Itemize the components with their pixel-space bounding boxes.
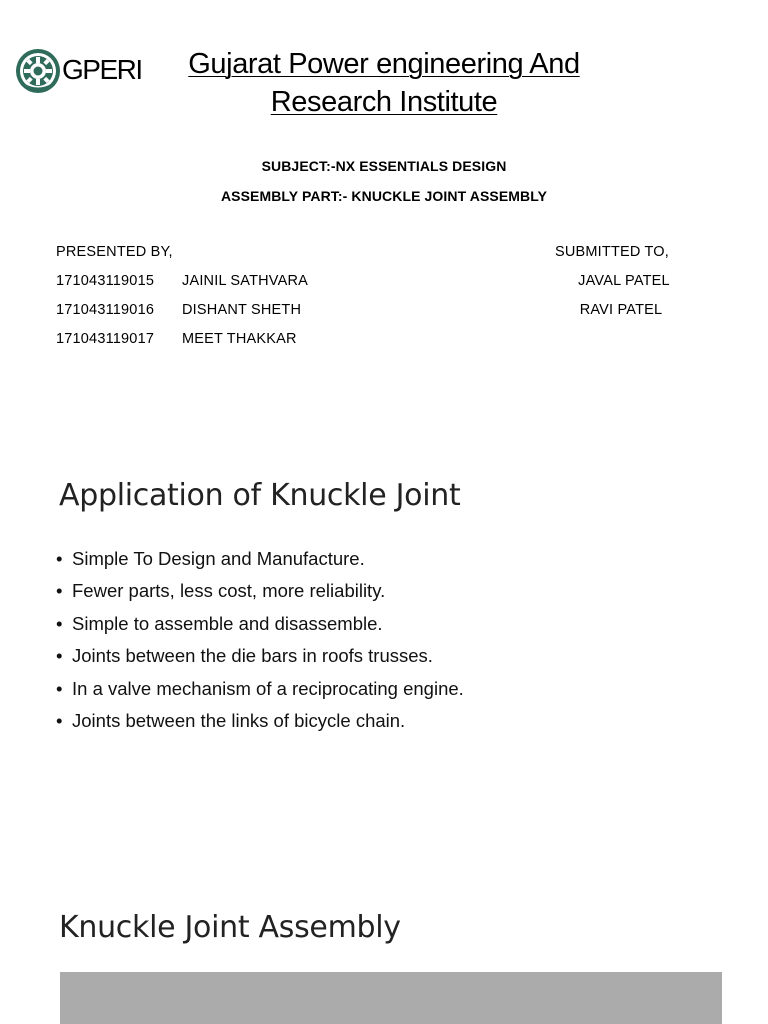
- slide-heading: Application of Knuckle Joint: [59, 478, 461, 513]
- list-item-text: Simple To Design and Manufacture.: [72, 548, 365, 569]
- presenter-id: 171043119017: [56, 331, 155, 347]
- presented-by-label: PRESENTED BY,: [56, 244, 173, 260]
- list-item: [56, 710, 464, 742]
- list-item: [56, 548, 464, 580]
- presenter-name: DISHANT SHETH: [182, 302, 302, 318]
- submitted-to-name: RAVI PATEL: [579, 302, 663, 318]
- assembly-image-placeholder: [60, 972, 722, 1024]
- slide-heading: Knuckle Joint Assembly: [59, 910, 401, 945]
- submitted-to-label: SUBMITTED TO,: [554, 244, 670, 260]
- presenter-row: [56, 302, 301, 318]
- title-slide: [0, 0, 768, 440]
- institute-title-line2: Research Institute: [270, 86, 498, 118]
- bullet-icon: •: [56, 580, 63, 602]
- bullet-icon: •: [56, 709, 63, 731]
- bullet-icon: •: [56, 645, 63, 667]
- institute-title-line1: Gujarat Power engineering And: [188, 48, 580, 80]
- list-item-text: In a valve mechanism of a reciprocating engine.: [72, 677, 464, 699]
- presenter-name: MEET THAKKAR: [182, 331, 297, 347]
- list-item-text: Simple to assemble and disassemble.: [72, 612, 383, 634]
- bullet-icon: •: [56, 612, 63, 634]
- submitted-to-name: JAVAL PATEL: [578, 273, 670, 289]
- assembly-part-line: ASSEMBLY PART:- KNUCKLE JOINT ASSEMBLY: [220, 188, 548, 204]
- list-item: [56, 580, 464, 612]
- presenter-name: JAINIL SATHVARA: [182, 273, 309, 289]
- list-item-text: Fewer parts, less cost, more reliability.: [72, 580, 386, 602]
- list-item-text: Joints between the links of bicycle chain.: [72, 709, 406, 731]
- application-list: [56, 548, 464, 742]
- bullet-icon: •: [56, 548, 63, 569]
- bullet-icon: •: [56, 677, 63, 699]
- logo-text: GPERI: [62, 54, 142, 85]
- presenter-id: 171043119016: [56, 302, 155, 318]
- list-item: [56, 678, 464, 710]
- presenter-row: [56, 273, 308, 289]
- subject-line: SUBJECT:-NX ESSENTIALS DESIGN: [261, 158, 507, 174]
- presenter-id: 171043119015: [56, 273, 155, 289]
- gperi-logo-icon: [14, 46, 62, 96]
- list-item: [56, 645, 464, 677]
- presenter-row: [56, 331, 297, 347]
- list-item: [56, 613, 464, 645]
- list-item-text: Joints between the die bars in roofs trusses.: [72, 645, 433, 667]
